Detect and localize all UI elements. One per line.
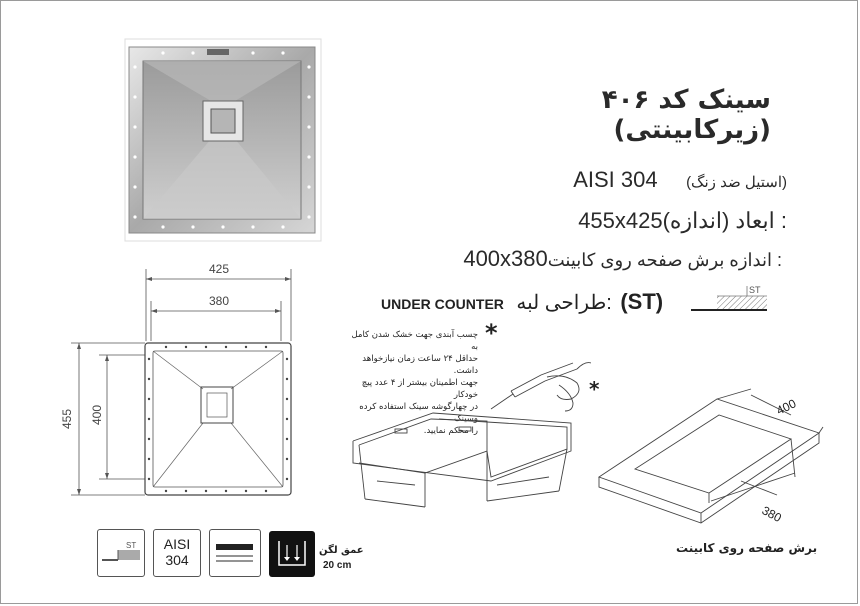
- sink-photo: [123, 37, 323, 243]
- dim-width-inner: 380: [209, 294, 230, 308]
- aisi-icon-line1: AISI: [163, 536, 191, 552]
- cut-dim-a: 400: [774, 396, 799, 418]
- material-code: AISI 304: [573, 167, 658, 192]
- install-en-label: UNDER COUNTER: [381, 296, 504, 312]
- dim-height-inner: 400: [90, 404, 104, 425]
- note-line: جهت اطمینان بیشتر از ۴ عدد پیچ خودکار: [361, 378, 478, 400]
- top-view-drawing: [41, 259, 311, 509]
- depth-icon: [269, 531, 315, 577]
- install-code: (ST): [620, 289, 664, 314]
- st-icon: [97, 529, 145, 577]
- cutout-value: 400x380: [463, 246, 548, 271]
- depth-value: 20 cm: [323, 560, 352, 571]
- countertop-cutout-drawing: [591, 381, 831, 531]
- note-line: چسب آبندی جهت خشک شدن کامل به: [351, 330, 478, 352]
- st-icon-text: ST: [126, 541, 137, 550]
- st-edge-icon: [691, 284, 773, 316]
- cutout-spec: [463, 246, 787, 272]
- installation-sketch: [341, 331, 591, 511]
- dim-height-outer: 455: [60, 408, 74, 429]
- cutout-label: : اندازه برش صفحه روی کابینت: [547, 250, 787, 270]
- install-fa-label: :طراحی لبه: [516, 292, 612, 314]
- cut-dim-b: 380: [759, 503, 784, 526]
- note-asterisk-top: *: [485, 319, 498, 347]
- note-line: در چهارگوشه سینک استفاده کرده وسینک: [359, 402, 478, 424]
- note-line: حداقل ۲۴ ساعت زمان نیازخواهد داشت.: [362, 354, 478, 376]
- dimensions-value: 455x425: [578, 208, 663, 233]
- material-spec: [573, 167, 787, 193]
- st-icon-label: ST: [749, 285, 761, 295]
- material-note: (استیل ضد زنگ): [686, 174, 787, 191]
- dimensions-label: : ابعاد (اندازه): [662, 208, 787, 233]
- dim-width-outer: 425: [209, 262, 230, 276]
- install-row: [381, 289, 663, 315]
- depth-label: عمق لگن: [319, 545, 364, 556]
- dimensions-spec: [578, 208, 787, 234]
- thickness-icon: [209, 529, 261, 577]
- product-title: سینک کد ۴۰۶ (زیرکابینتی): [601, 85, 771, 145]
- cutout-caption: برش صفحه روی کابینت: [676, 541, 818, 555]
- note-asterisk-hand: *: [589, 377, 600, 401]
- note-line: را محکم نمایید.: [423, 426, 478, 436]
- aisi-icon-line2: 304: [165, 552, 189, 568]
- aisi-icon: [153, 529, 201, 577]
